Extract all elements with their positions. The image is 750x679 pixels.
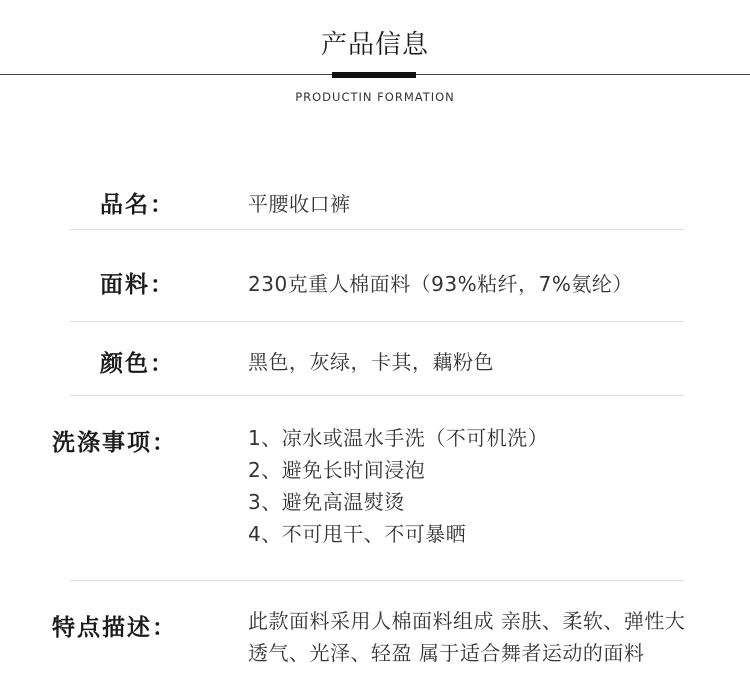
section-subtitle: PRODUCTIN FORMATION xyxy=(295,90,455,104)
title-accent-bar xyxy=(332,72,416,78)
washing-line: 4、不可甩干、不可暴晒 xyxy=(248,522,467,546)
product-name-value: 平腰收口裤 xyxy=(248,192,351,216)
features-label: 特点描述： xyxy=(52,615,177,641)
row-divider xyxy=(70,229,684,230)
features-description xyxy=(248,605,685,669)
row-divider xyxy=(70,321,684,322)
color-label: 颜色： xyxy=(100,351,175,377)
features-line: 此款面料采用人棉面料组成 亲肤、柔软、弹性大 xyxy=(248,609,686,633)
fabric-value: 230克重人棉面料（93%粘纤，7%氨纶） xyxy=(248,272,633,296)
washing-label: 洗涤事项： xyxy=(52,430,177,456)
row-divider xyxy=(70,395,684,396)
washing-line: 2、避免长时间浸泡 xyxy=(248,458,426,482)
washing-line: 3、避免高温熨烫 xyxy=(248,490,405,514)
section-title: 产品信息 xyxy=(320,30,429,60)
washing-instructions xyxy=(248,422,548,550)
row-divider xyxy=(70,580,684,581)
color-value: 黑色，灰绿，卡其，藕粉色 xyxy=(248,350,494,374)
features-line: 透气、光泽、轻盈 属于适合舞者运动的面料 xyxy=(248,641,645,665)
fabric-label: 面料： xyxy=(100,272,175,298)
product-name-label: 品名： xyxy=(100,192,175,218)
washing-line: 1、凉水或温水手洗（不可机洗） xyxy=(248,426,549,450)
